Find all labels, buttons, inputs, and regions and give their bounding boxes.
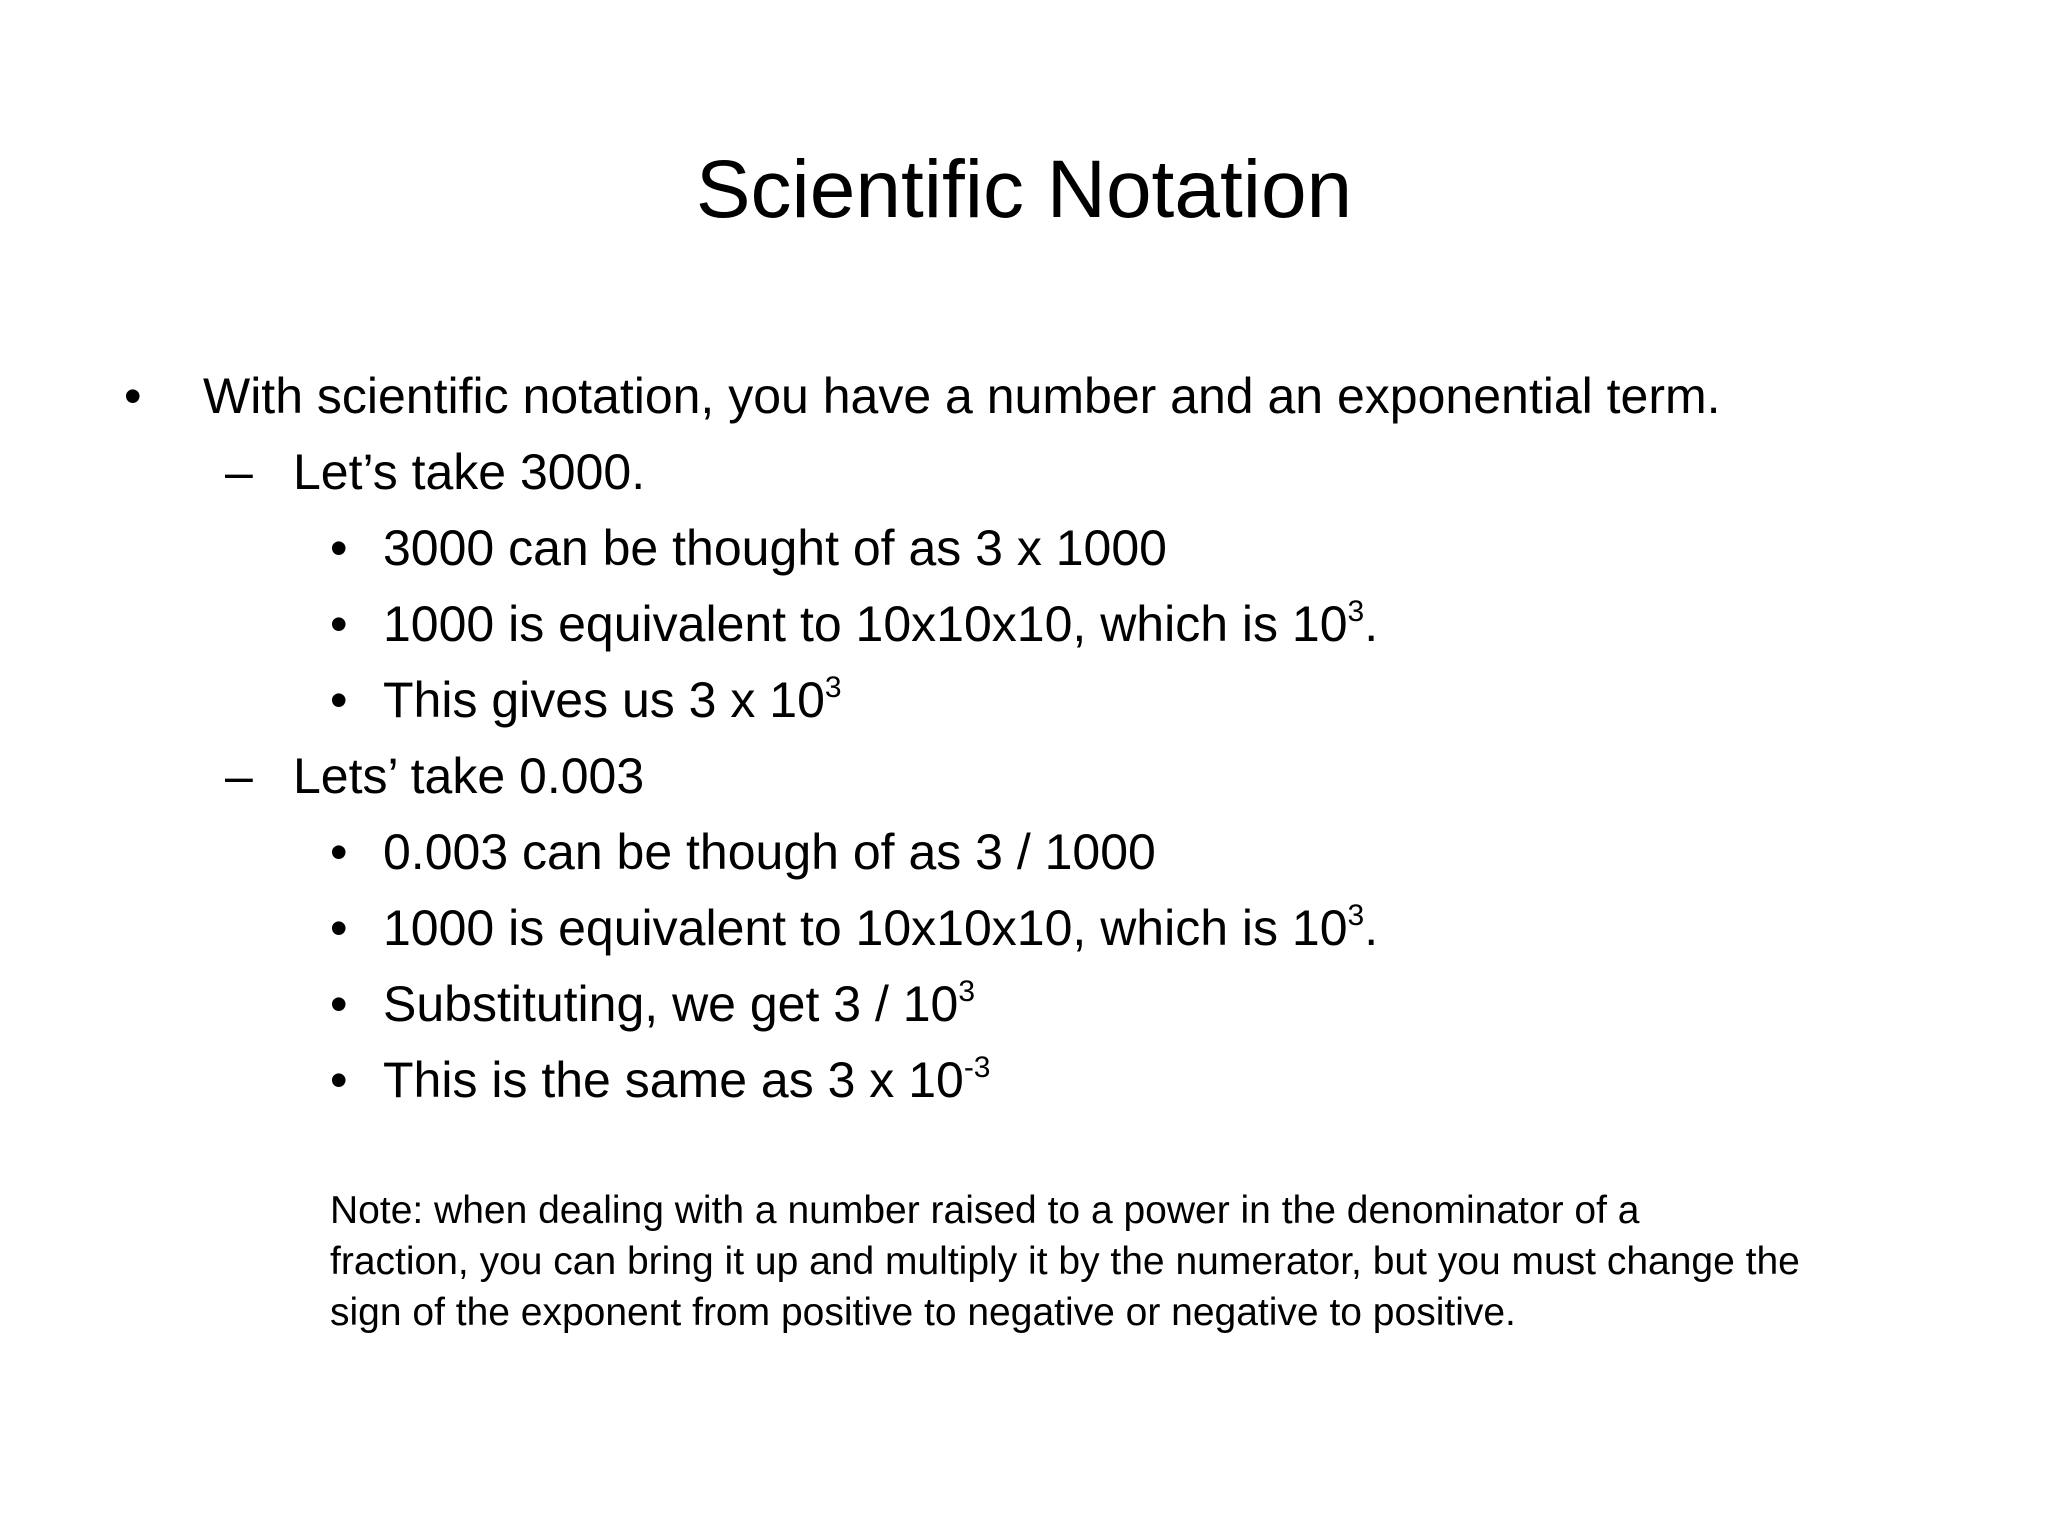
exponent: 3 xyxy=(1347,595,1365,628)
sub-bullet-text: Let’s take 3000. xyxy=(293,444,646,500)
bullet-marker: • xyxy=(330,672,348,728)
sub-sub-bullet-text: 1000 is equivalent to 10x10x10, which is $10^3$. xyxy=(383,899,1379,956)
exponent: 3 xyxy=(958,975,976,1008)
bullet-text: With scientific notation, you have a number and an exponential term. xyxy=(203,368,1721,424)
note-paragraph xyxy=(330,1185,1970,1338)
slide-title: Scientific Notation xyxy=(695,144,1353,235)
note-line: sign of the exponent from positive to negative or negative to positive. xyxy=(330,1291,1516,1334)
bullet-marker: • xyxy=(330,1052,348,1108)
sub-sub-bullet-text: 1000 is equivalent to 10x10x10, which is $10^3$. xyxy=(383,595,1379,652)
bullet-marker: • xyxy=(330,900,348,956)
note-line: Note: when dealing with a number raised to a power in the denominator of a xyxy=(330,1189,1640,1232)
bullet-marker: • xyxy=(330,520,348,576)
exponent: 3 xyxy=(1347,899,1365,932)
bullet-marker: • xyxy=(330,824,348,880)
sub-sub-bullet-text: 3000 can be thought of as 3 x 1000 xyxy=(383,520,1167,576)
sub-bullet-text: Lets’ take 0.003 xyxy=(293,748,645,804)
sub-sub-bullet-text: 0.003 can be though of as 3 / 1000 xyxy=(383,824,1156,880)
dash-marker: – xyxy=(225,748,253,804)
note-line: fraction, you can bring it up and multiply it by the numerator, but you must change the xyxy=(330,1240,1800,1283)
exponent: 3 xyxy=(824,671,842,704)
bullet-marker: • xyxy=(124,368,142,424)
dash-marker: – xyxy=(225,444,253,500)
bullet-marker: • xyxy=(330,596,348,652)
bullet-marker: • xyxy=(330,976,348,1032)
sub-sub-bullet-text: Substituting, we get $3 / 10^3$ xyxy=(383,975,976,1032)
exponent: -3 xyxy=(963,1051,991,1084)
sub-sub-bullet-text: This is the same as 3 x $10^{-3}$ xyxy=(383,1051,991,1108)
sub-sub-bullet-text: This gives us 3 x $10^3$ xyxy=(383,671,842,728)
